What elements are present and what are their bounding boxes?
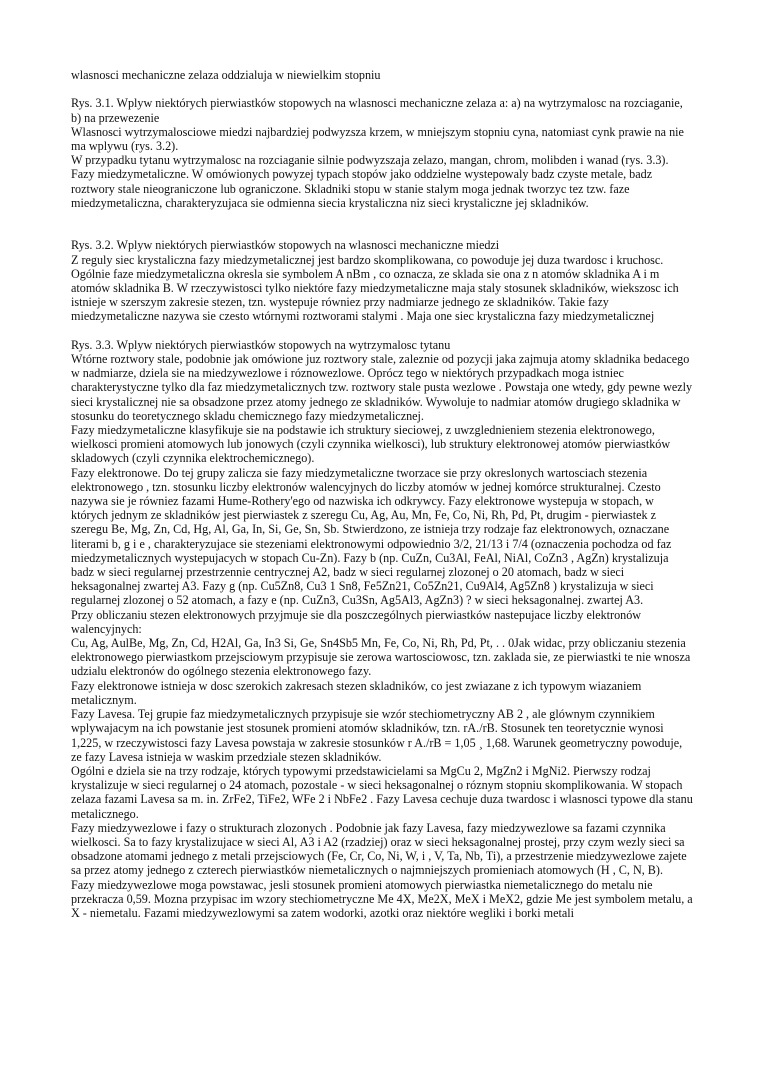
paragraph: Przy obliczaniu stezen elektronowych przyjmuje sie dla poszczególnych pierwiastków nastepujace liczby elektronów walencyjnych: — [71, 607, 642, 636]
paragraph: Fazy Lavesa. Tej grupie faz miedzymetalicznych przypisuje sie wzór stechiometryczny AB 2 , ale glównym czynnikiem wplywajacym na ich powstanie jest stosunek promieni atomów skladników, tzn. rA./rB. Stosunek ten teoretycznie wynosi 1,225, w rzeczywistosci fazy Lavesa powstaja w zakresie stosunków r A./rB = 1,05 ¸ 1,68. Warunek geometryczny powoduje, ze fazy Lavesa istnieja w waskim przedziale stezen skladników. — [71, 707, 683, 764]
paragraph: Cu, Ag, AulBe, Mg, Zn, Cd, H2Al, Ga, In3 Si, Ge, Sn4Sb5 Mn, Fe, Co, Ni, Rh, Pd, Pt, . . 0Jak widac, przy obliczaniu stezenia elektronowego pierwiastkom przejsciowym przypisuje sie zerowa wartosciowosc, tzn. zaklada sie, ze pierwiastki te nie wnosza udzialu elektronów do ogólnego stezenia elektronowego fazy. — [71, 636, 691, 679]
figure-caption-3-1: Rys. 3.1. Wplyw niektórych pierwiastków stopowych na wlasnosci mechaniczne zelaza a: a) na wytrzymalosc na rozciaganie, b) na przewezenie — [71, 96, 683, 125]
document-page — [71, 68, 693, 920]
paragraph: W przypadku tytanu wytrzymalosc na rozciaganie silnie podwyzszaja zelazo, mangan, chrom, molibden i wanad (rys. 3.3). — [71, 153, 669, 168]
figure-caption-3-3: Rys. 3.3. Wplyw niektórych pierwiastków stopowych na wytrzymalosc tytanu — [71, 337, 451, 352]
paragraph-gap — [71, 324, 693, 338]
paragraph: Wlasnosci wytrzymalosciowe miedzi najbardziej podwyzsza krzem, w mniejszym stopniu cyna, natomiast cynk prawie na nie ma wplywu (rys. 3.2). — [71, 124, 684, 153]
paragraph: Wtórne roztwory stale, podobnie jak omówione juz roztwory stale, zaleznie od pozycji jaka zajmuja atomy skladnika bedacego w nadmiarze, dziela sie na miedzywezlowe i róznowezlowe. Oprócz tego w niektórych przypadkach moga istniec charakterystyczne tylko dla faz miedzymetalicznych tzw. roztwory stale pusta wezlowe . Powstaja one wtedy, gdy pewne wezly sieci krystalicznej nie sa obsadzone przez atomy jednego ze skladników. Wywoluje to nadmiar atomów drugiego skladnika w stosunku do teoretycznego skladu chemicznego fazy miedzymetalicznej. — [71, 352, 693, 423]
paragraph: Z reguly siec krystaliczna fazy miedzymetalicznej jest bardzo skomplikowana, co powoduje jej duza twardosc i kruchosc. — [71, 252, 664, 267]
paragraph-gap — [71, 210, 693, 238]
figure-caption-3-2: Rys. 3.2. Wplyw niektórych pierwiastków stopowych na wlasnosci mechaniczne miedzi — [71, 238, 500, 253]
paragraph: Fazy miedzymetaliczne. W omówionych powyzej typach stopów jako oddzielne wystepowaly badz czyste metale, badz roztwory stale nieograniczone lub ograniczone. Skladniki stopu w stanie stalym moga jednak tworzyc tez tzw. faze miedzymetaliczna, charakteryzujaca sie odmienna siecia krystaliczna niz sieci krystaliczne jej skladników. — [71, 167, 653, 210]
paragraph: Ogólni e dziela sie na trzy rodzaje, których typowymi przedstawicielami sa MgCu 2, MgZn2 i MgNi2. Pierwszy rodzaj krystalizuje w sieci regularnej o 24 atomach, pozostale - w sieci heksagonalnej o róznym stopniu skomplikowania. W stopach zelaza fazami Lavesa sa m. in. ZrFe2, TiFe2, WFe 2 i NbFe2 . Fazy Lavesa cechuje duza twardosc i wlasnosci typowe dla stanu metalicznego. — [71, 763, 693, 821]
intro-line: wlasnosci mechaniczne zelaza oddzialuja w niewielkim stopniu — [71, 68, 381, 82]
paragraph: Ogólnie faze miedzymetaliczna okresla sie symbolem A nBm , co oznacza, ze sklada sie ona z n atomów skladnika A i m atomów skladnika B. W rzeczywistosci tylko niektóre fazy miedzymetaliczne maja staly stosunek skladników, wiekszosc ich istnieje w szerszym zakresie stezen, tzn. wystepuje równiez przy nadmiarze jednego ze skladników. Takie fazy miedzymetaliczne nazywa sie czesto wtórnymi roztworami stalymi . Maja one siec krystaliczna fazy miedzymetalicznej — [71, 266, 679, 324]
paragraph: Fazy miedzywezlowe i fazy o strukturach zlozonych . Podobnie jak fazy Lavesa, fazy miedzywezlowe sa fazami czynnika wielkosci. Sa to fazy krystalizujace w sieci Al, A3 i A2 (rzadziej) oraz w sieci heksagonalnej prostej, przy czym wezly sieci sa obsadzone atomami jednego z metali przejsciowych (Fe, Cr, Co, Ni, W, i , V, Ta, Nb, Ti), a przestrzenie miedzywezlowe zajete sa przez atomy jednego z czterech pierwiastków niemetalicznych o najmniejszych promieniach atomowych (H , C, N, B). — [71, 820, 687, 878]
paragraph: Fazy elektronowe. Do tej grupy zalicza sie fazy miedzymetaliczne tworzace sie przy okreslonych wartosciach stezenia elektronowego , tzn. stosunku liczby elektronów walencyjnych do liczby atomów w jednej komórce strukturalnej. Czesto nazywa sie je równiez fazami Hume-Rothery'ego od nazwiska ich odkrywcy. Fazy elektronowe wystepuja w stopach, w których jednym ze skladników jest pierwiastek z szeregu Cu, Ag, Au, Mn, Fe, Co, Ni, Rh, Pd, Pt, drugim - pierwiastek z szeregu Be, Mg, Zn, Cd, Hg, Al, Ga, In, Si, Ge, Sn, Sb. Stwierdzono, ze istnieja trzy rodzaje faz elektronowych, oznaczane literami b, g i e , charakteryzujace sie stezeniami elektronowymi odpowiednio 3/2, 21/13 i 7/4 (oznaczenia pochodza od faz miedzymetalicznych wystepujacych w stopach Cu-Zn). Fazy b (np. CuZn, Cu3Al, FeAl, NiAl, CoZn3 , AgZn) krystalizuja badz w sieci regularnej przestrzennie centrycznej A2, badz w sieci regularnej zlozonej o 20 atomach, badz w sieci heksagonalnej zwartej A3. Fazy g (np. Cu5Zn8, Cu3 1 Sn8, Fe5Zn21, Co5Zn21, Cu9Al4, Ag5Zn8 ) krystalizuja w sieci regularnej zlozonej o 52 atomach, a fazy e (np. CuZn3, Cu3Sn, Ag5Al3, AgZn3) ? w sieci heksagonalnej. zwartej A3. — [71, 465, 672, 608]
paragraph: Fazy miedzymetaliczne klasyfikuje sie na podstawie ich struktury sieciowej, z uwzglednieniem stezenia elektronowego, wielkosci promieni atomowych lub jonowych (czyli czynnika wielkosci), lub struktury elektronowej atomów pierwiastków skladowych (czyli czynnika elektrochemicznego). — [71, 423, 671, 466]
paragraph: Fazy miedzywezlowe moga powstawac, jesli stosunek promieni atomowych pierwiastka niemetalicznego do metalu nie przekracza 0,59. Mozna przypisac im wzory stechiometryczne Me 4X, Me2X, MeX i MeX2, gdzie Me jest symbolem metalu, a X - niemetalu. Fazami miedzywezlowymi sa zatem wodorki, azotki oraz niektóre wegliki i borki metali — [71, 877, 693, 920]
paragraph-gap — [71, 82, 693, 96]
paragraph: Fazy elektronowe istnieja w dosc szerokich zakresach stezen skladników, co jest zwiazane z ich typowym wiazaniem metalicznym. — [71, 678, 642, 707]
